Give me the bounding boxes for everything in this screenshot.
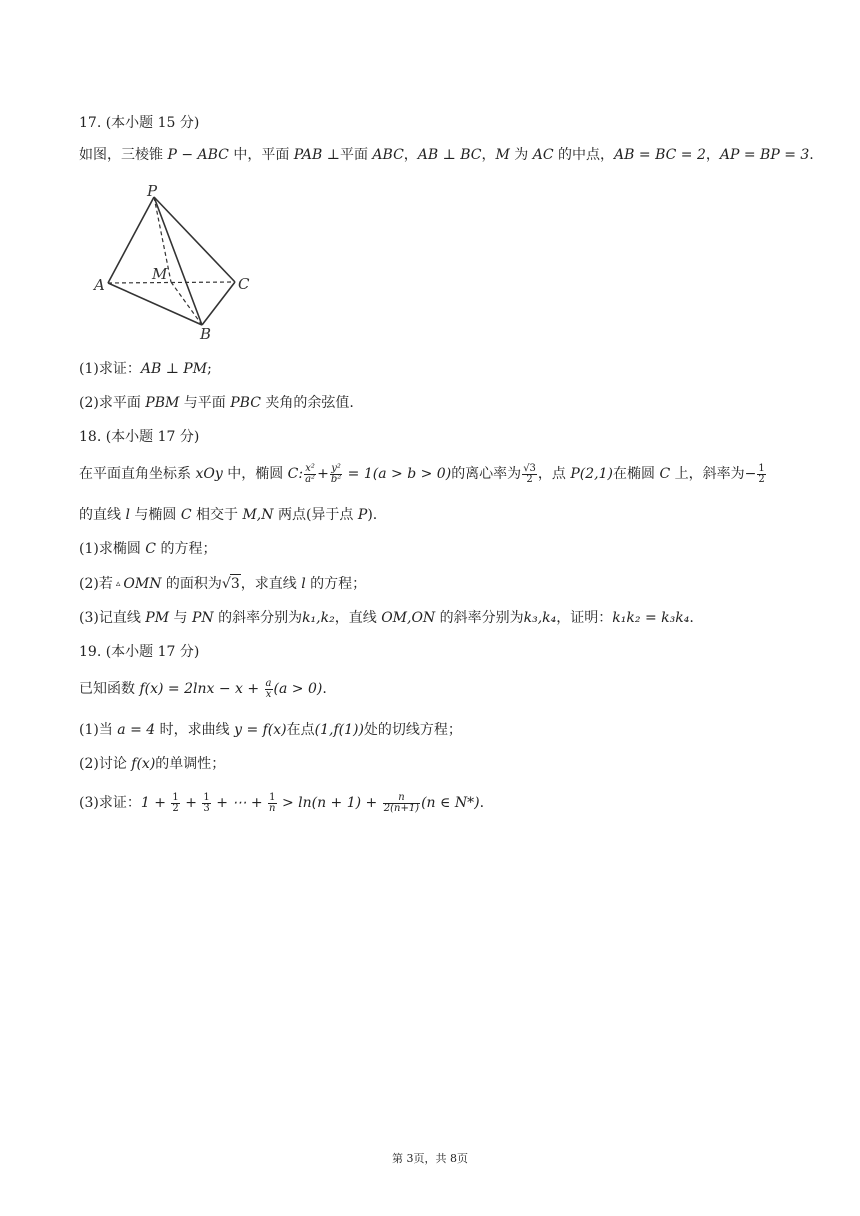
denominator: n <box>269 802 276 814</box>
numerator: y² <box>331 462 341 474</box>
problem-18-header: 18. (本小题 17 分) <box>79 429 200 445</box>
problem-17-header: 17. (本小题 15 分) <box>79 115 200 131</box>
text: ，证明： <box>556 610 613 626</box>
plus-sign: + <box>317 466 329 482</box>
text: 的离心率为 <box>451 466 522 482</box>
problem-18-q2 <box>79 574 366 593</box>
math: ABC <box>372 147 404 163</box>
text: ， <box>403 147 418 163</box>
text: 在平面直角坐标系 <box>79 466 196 482</box>
denominator: a² <box>305 473 316 485</box>
problem-18-q1 <box>79 540 216 558</box>
sqrt-radicand: 3 <box>230 576 240 592</box>
label-a: A <box>94 276 105 294</box>
text: 为 <box>509 147 533 163</box>
math: k₁,k₂ <box>302 610 335 626</box>
text: 与 <box>169 610 192 626</box>
numerator: n <box>383 793 420 804</box>
text: . <box>809 147 814 163</box>
math: > ln(n + 1) + <box>277 795 382 811</box>
text: 的斜率分别为 <box>435 610 524 626</box>
math: xOy <box>195 466 223 482</box>
denominator: x <box>265 688 272 700</box>
triangle-symbol: ▵ <box>115 579 121 589</box>
problem-19-stem <box>79 675 327 703</box>
text: 与平面 <box>179 395 231 411</box>
math: + ⋯ + <box>211 795 268 811</box>
fraction-1-n <box>268 793 276 814</box>
math: C: <box>287 466 304 482</box>
text: ， <box>705 147 720 163</box>
math: f(x) <box>131 756 156 772</box>
problem-18-stem-line2 <box>79 506 377 524</box>
text: 如图，三棱锥 <box>79 147 168 163</box>
text: (1)求证： <box>79 361 141 377</box>
math: k₃,k₄ <box>523 610 557 626</box>
math: M <box>495 147 510 163</box>
label-p: P <box>147 183 158 200</box>
math: M,N <box>242 507 274 523</box>
denominator: 2(n+1) <box>383 802 420 814</box>
text: (1)当 <box>79 722 118 738</box>
text: ， <box>481 147 496 163</box>
text: 在点 <box>286 722 315 738</box>
math: (n ∈ N*) <box>421 795 480 811</box>
text: 与椭圆 <box>129 507 181 523</box>
text: (3)求证： <box>79 795 141 811</box>
math: f(x) = 2lnx − x + <box>139 681 264 697</box>
problem-18-q3 <box>79 609 694 627</box>
math: C <box>659 466 671 482</box>
numerator: 1 <box>172 791 179 803</box>
math: P(2,1) <box>570 466 613 482</box>
text: 的单调性； <box>155 756 226 772</box>
text: . <box>479 795 485 811</box>
math: AC <box>532 147 554 163</box>
math: AB ⊥ PM <box>140 361 208 377</box>
math: (1,f(1)) <box>314 722 364 738</box>
problem-19-q1 <box>79 721 462 739</box>
label-m: M <box>152 265 168 283</box>
math: PN <box>191 610 214 626</box>
text: ，点 <box>537 466 571 482</box>
edge-pb <box>154 197 202 325</box>
text: 的直线 <box>79 507 126 523</box>
numerator: 1 <box>203 791 210 803</box>
math: PM <box>145 610 170 626</box>
text: 时，求曲线 <box>155 722 235 738</box>
problem-18-stem-line1 <box>79 460 767 488</box>
numerator: 1 <box>269 791 276 803</box>
math: OM,ON <box>381 610 436 626</box>
fraction-n-2n1 <box>383 793 420 814</box>
denominator: b² <box>330 473 342 485</box>
edge-bc <box>202 282 235 325</box>
minus-sign: − <box>744 466 757 482</box>
page-footer: 第 3页，共 8页 <box>392 1152 468 1165</box>
problem-19-header: 19. (本小题 17 分) <box>79 644 200 660</box>
text: 上，斜率为 <box>670 466 745 482</box>
numerator: a <box>265 677 272 689</box>
text: ). <box>367 507 378 523</box>
edge-pa <box>108 197 154 283</box>
fraction-1-2 <box>171 793 179 814</box>
numerator: √3 <box>523 462 536 474</box>
problem-17-q2 <box>79 394 354 412</box>
text: 处的切线方程； <box>363 722 462 738</box>
problem-17-stem <box>79 146 814 164</box>
denominator: 2 <box>758 473 765 485</box>
text: 相交于 <box>191 507 243 523</box>
text: 中，平面 <box>228 147 294 163</box>
fraction-1-2 <box>757 464 765 485</box>
fraction-x2-a2 <box>304 464 316 485</box>
math: C <box>145 541 156 557</box>
text: 的斜率分别为 <box>213 610 303 626</box>
math: k₁k₂ = k₃k₄ <box>612 610 690 626</box>
label-c: C <box>238 275 250 293</box>
text: 两点(异于点 <box>273 507 358 523</box>
text: (3)记直线 <box>79 610 146 626</box>
numerator: x² <box>305 462 315 474</box>
text: (2)若 <box>79 576 113 592</box>
tetrahedron-figure <box>90 183 260 343</box>
text: (2)讨论 <box>79 756 132 772</box>
problem-19-q2 <box>79 755 225 773</box>
denominator: 2 <box>172 802 179 814</box>
fraction-y2-b2 <box>330 464 342 485</box>
math: 1 + <box>140 795 171 811</box>
math: a = 4 <box>117 722 156 738</box>
math: C <box>180 507 192 523</box>
text: . <box>322 681 327 697</box>
text: 中，椭圆 <box>222 466 288 482</box>
text: 的面积为 <box>161 576 222 592</box>
text: 已知函数 <box>79 681 140 697</box>
text: ，直线 <box>334 610 382 626</box>
math: P <box>357 507 368 523</box>
text: 的方程； <box>305 576 367 592</box>
sqrt-symbol: √ <box>221 576 231 592</box>
math: OMN <box>123 576 162 592</box>
text: ; <box>207 361 212 377</box>
text: . <box>689 610 694 626</box>
math: AP = BP = 3 <box>719 147 810 163</box>
fraction-sqrt3-2 <box>522 464 537 485</box>
math: = 1(a > b > 0) <box>343 466 452 482</box>
denominator: 3 <box>203 802 210 814</box>
math: l <box>125 507 130 523</box>
fraction-a-x <box>265 679 273 700</box>
math: PAB <box>293 147 323 163</box>
text: (1)求椭圆 <box>79 541 146 557</box>
text: (2)求平面 <box>79 395 146 411</box>
math: P − ABC <box>167 147 229 163</box>
denominator: 2 <box>526 473 533 485</box>
math: + <box>180 795 202 811</box>
math: AB = BC = 2 <box>614 147 706 163</box>
text: 的中点， <box>553 147 615 163</box>
label-b: B <box>200 325 212 343</box>
math: AB ⊥ BC <box>417 147 482 163</box>
fraction-1-3 <box>202 793 210 814</box>
numerator: 1 <box>758 462 765 474</box>
problem-17-q1 <box>79 360 212 378</box>
text: ，求直线 <box>240 576 302 592</box>
math: (a > 0) <box>273 681 323 697</box>
text: 的方程； <box>156 541 217 557</box>
text: 夹角的余弦值. <box>260 395 354 411</box>
problem-19-q3 <box>79 789 484 817</box>
text: 在椭圆 <box>612 466 660 482</box>
text: ⊥平面 <box>322 147 373 163</box>
math: PBM <box>145 395 180 411</box>
math: y = f(x) <box>234 722 287 738</box>
math: l <box>301 576 306 592</box>
math: PBC <box>230 395 261 411</box>
